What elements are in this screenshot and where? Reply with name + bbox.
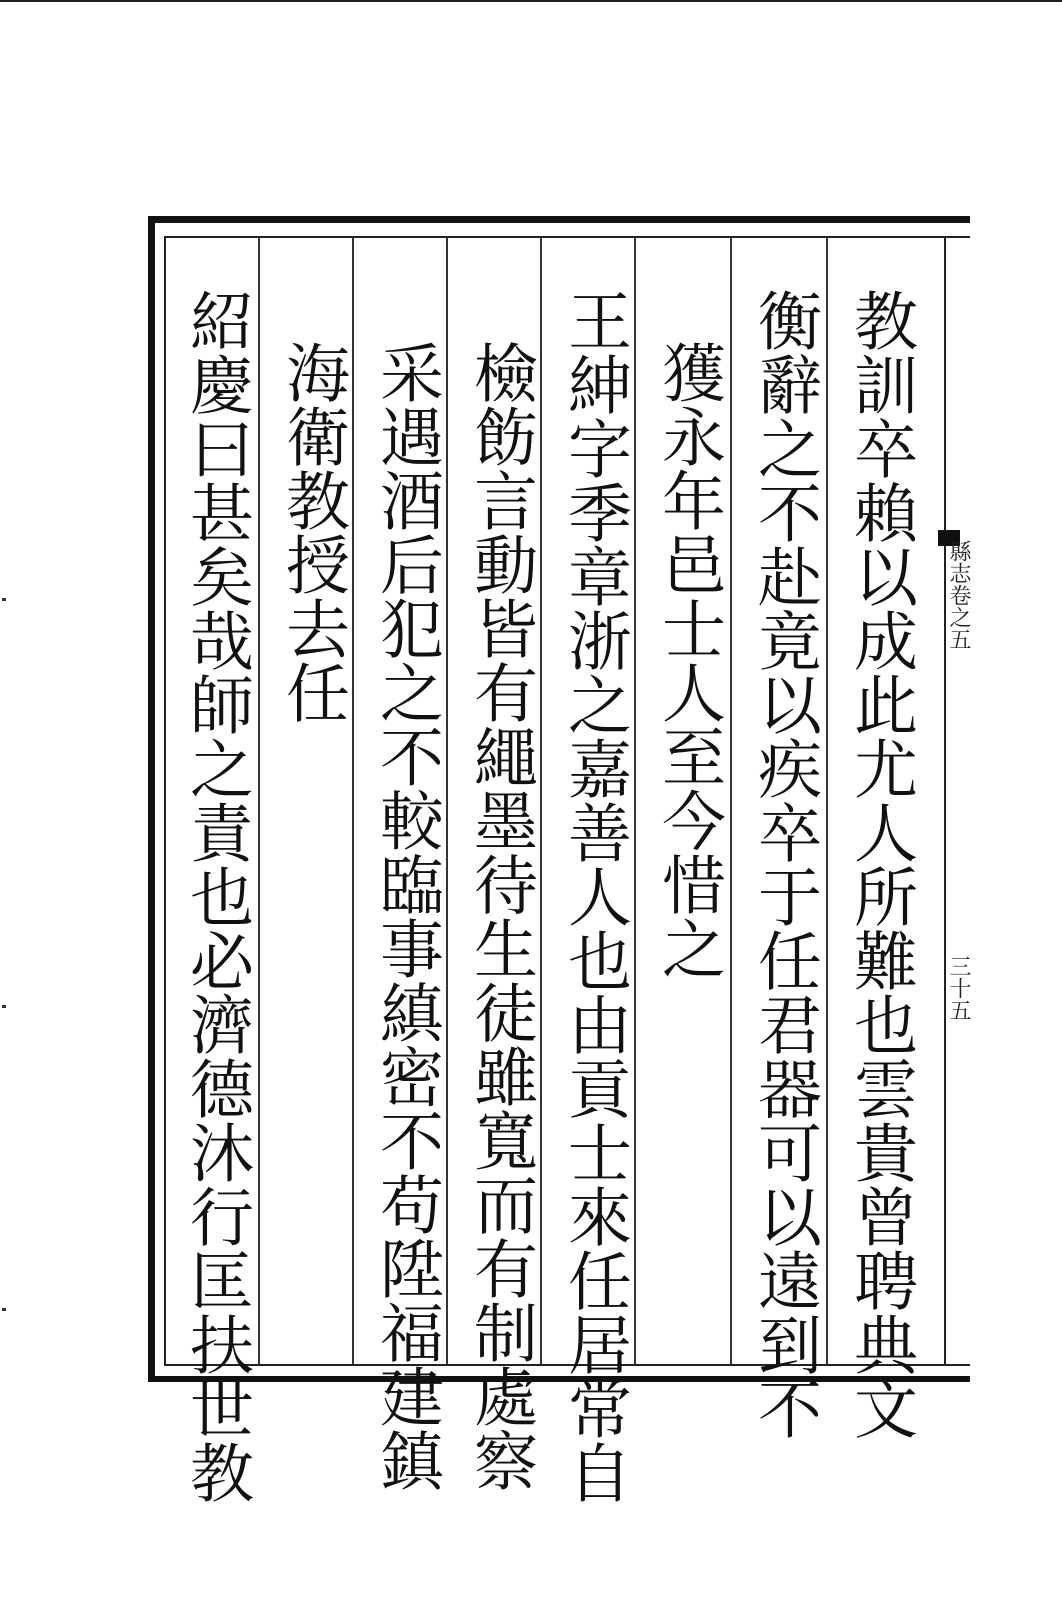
text-column-2: 衡辭之不赴竟以疾卒于任君器可以遠到不 bbox=[747, 288, 821, 1440]
text-column-4: 王紳字季章浙之嘉善人也由貢士來任居常自 bbox=[557, 288, 631, 1504]
banxin-title: 縣志卷之五 bbox=[946, 540, 971, 650]
text-column-8: 紹慶曰甚矣哉師之責也必濟德沐行匡扶世教 bbox=[179, 288, 253, 1504]
column-rule bbox=[446, 238, 448, 1364]
banxin-page-number: 三十五 bbox=[946, 955, 971, 1021]
text-column-7: 海衛教授去任 bbox=[275, 340, 349, 724]
scan-speck bbox=[2, 1005, 6, 1008]
text-column-6: 采遇酒后犯之不較臨事縝密不苟陞福建鎮 bbox=[369, 340, 443, 1492]
banxin-strip bbox=[944, 236, 970, 1366]
text-column-1: 教訓卒賴以成此尤人所難也雲貴曾聘典文 bbox=[843, 288, 917, 1440]
scan-top-edge bbox=[0, 0, 1062, 2]
text-column-5: 檢飭言動皆有繩墨待生徒雖寬而有制處察 bbox=[463, 340, 537, 1492]
column-rule bbox=[730, 238, 732, 1364]
column-rule bbox=[258, 238, 260, 1364]
column-rule bbox=[826, 238, 828, 1364]
column-rule bbox=[634, 238, 636, 1364]
scan-speck bbox=[2, 598, 6, 601]
column-rule bbox=[540, 238, 542, 1364]
text-column-3: 獲永年邑士人至今惜之 bbox=[651, 340, 725, 980]
scan-speck bbox=[2, 1308, 6, 1311]
column-rule bbox=[352, 238, 354, 1364]
